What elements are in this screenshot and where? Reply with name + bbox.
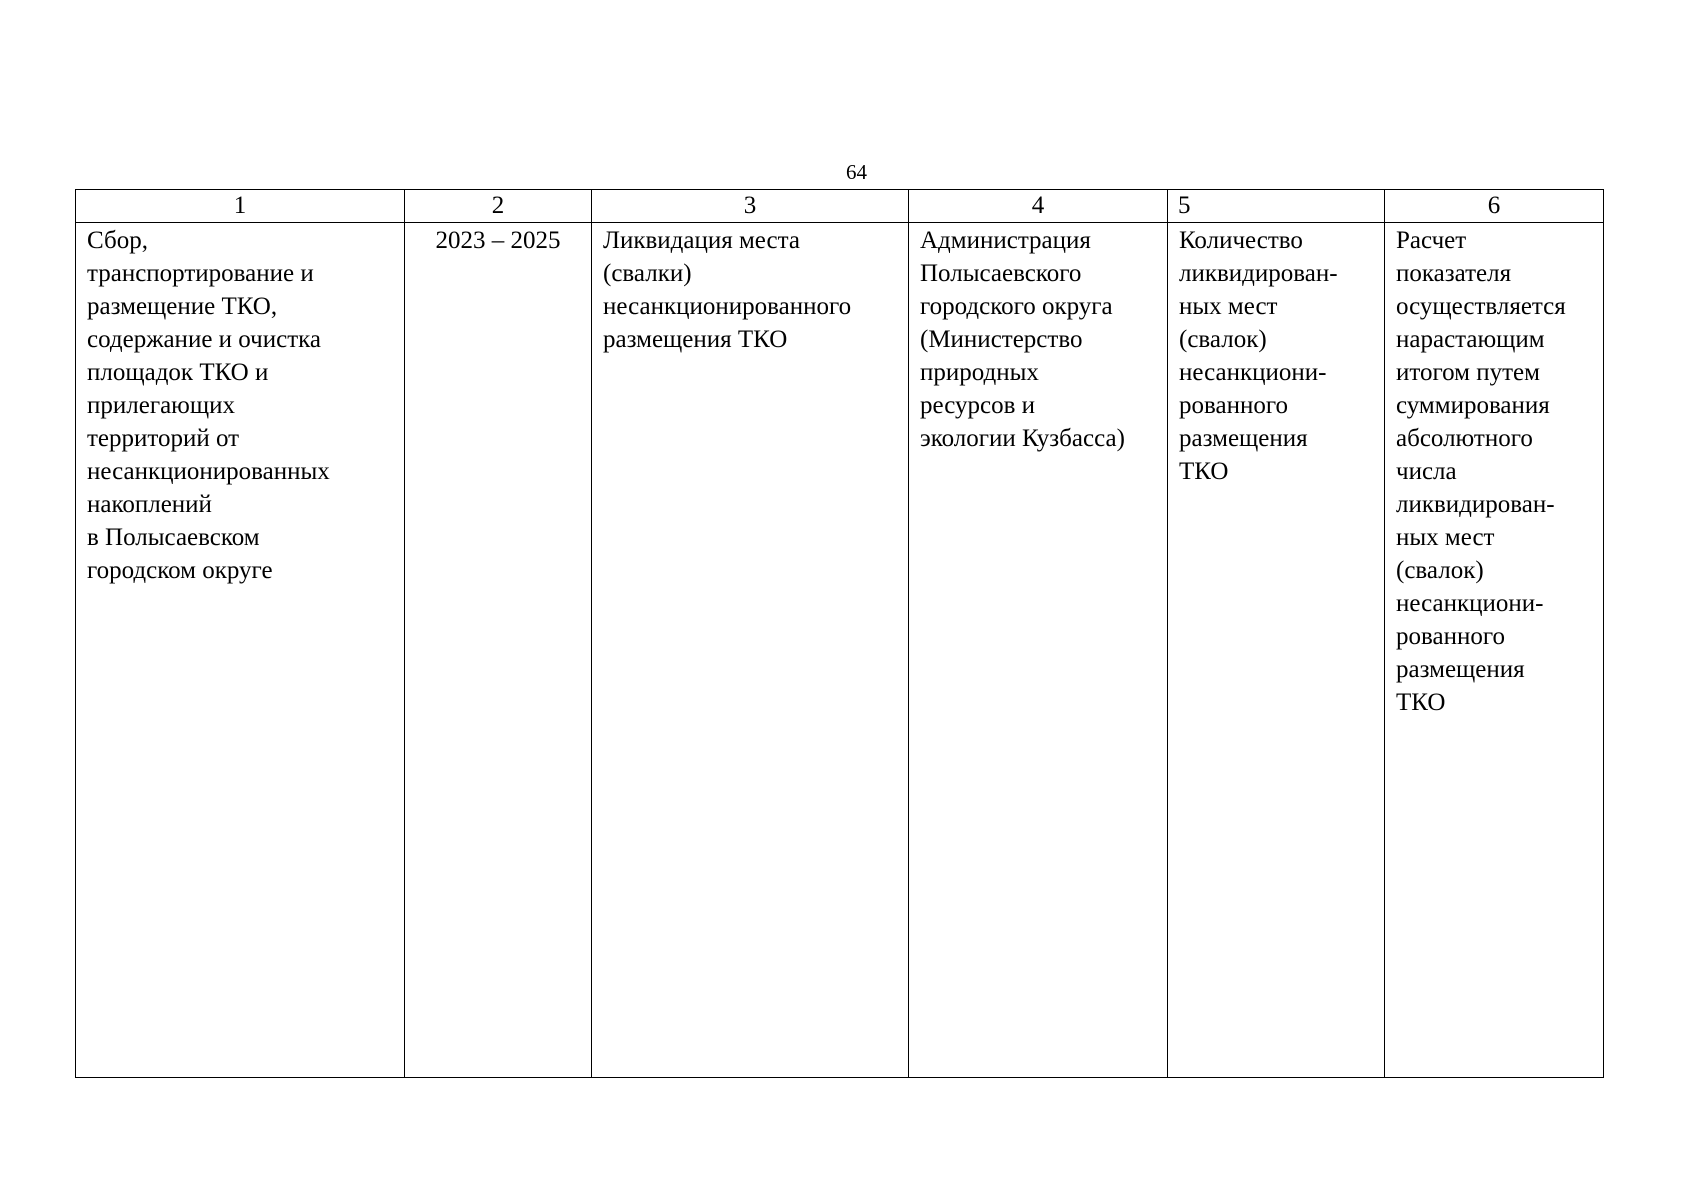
column-number-2: 2	[405, 190, 592, 223]
cell-period: 2023 – 2025	[405, 223, 592, 1078]
table-row	[76, 223, 1604, 1078]
cell-indicator: Количество ликвидирован- ных мест (свалок) несанкциони- рованного размещения ТКО	[1168, 223, 1385, 1078]
column-number-4: 4	[909, 190, 1168, 223]
cell-event-name: Сбор, транспортирование и размещение ТКО, содержание и очистка площадок ТКО и прилегающих территорий от несанкционированных накоплений в Полысаевском городском округе	[76, 223, 405, 1078]
page-number: 64	[846, 160, 867, 184]
column-number-1: 1	[76, 190, 405, 223]
column-number-5: 5	[1168, 190, 1385, 223]
column-number-3: 3	[592, 190, 909, 223]
indicator-table	[75, 189, 1604, 1078]
column-number-row	[76, 190, 1604, 223]
cell-result: Ликвидация места (свалки) несанкционированного размещения ТКО	[592, 223, 909, 1078]
cell-calculation-method: Расчет показателя осуществляется нарастающим итогом путем суммирования абсолютного числа ликвидирован- ных мест (свалок) несанкциони- рованного размещения ТКО	[1385, 223, 1604, 1078]
column-number-6: 6	[1385, 190, 1604, 223]
cell-responsible: Администрация Полысаевского городского округа (Министерство природных ресурсов и экологии Кузбасса)	[909, 223, 1168, 1078]
